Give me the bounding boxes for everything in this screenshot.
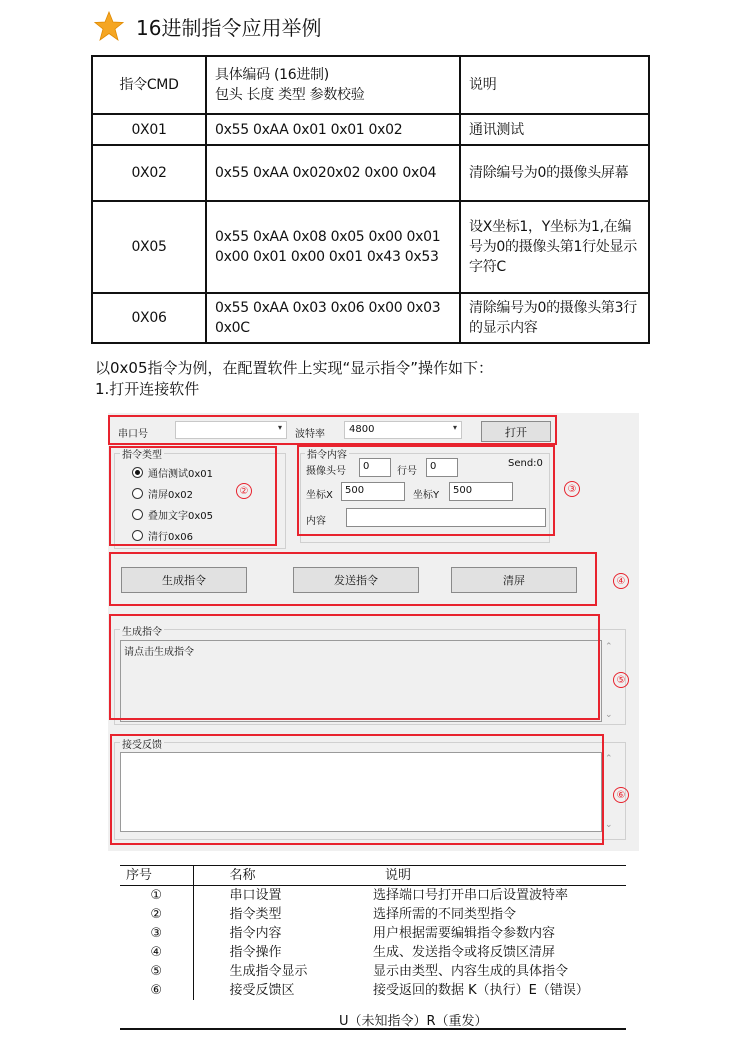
legend-row xyxy=(120,905,626,924)
serial-port-label: 串口号 xyxy=(118,429,148,440)
camera-number-label: 摄像头号 xyxy=(306,466,346,477)
row-desc: 设X坐标1，Y坐标为1,在编号为0的摄像头第1行处显示字符C xyxy=(460,201,649,293)
legend-name: 生成指令显示 xyxy=(229,964,308,979)
legend-name: 接受反馈区 xyxy=(229,983,295,998)
legend-header-num: 序号 xyxy=(120,866,193,886)
row-number-label: 行号 xyxy=(397,466,417,477)
intro-text xyxy=(95,358,493,400)
clear-screen-button[interactable]: 清屏 xyxy=(451,567,577,593)
annotation-box-actions xyxy=(109,552,597,606)
table-row xyxy=(92,201,649,293)
header-code xyxy=(206,56,460,114)
row-desc: 清除编号为0的摄像头屏幕 xyxy=(460,145,649,201)
radio-type-overlay-text[interactable]: 叠加文字0x05 xyxy=(132,507,213,522)
command-type-title: 指令类型 xyxy=(120,446,164,461)
generated-command-output[interactable]: 请点击生成指令 xyxy=(120,640,602,722)
baud-rate-value: 4800 xyxy=(349,424,375,435)
row-code: 0x55 0xAA 0x08 0x05 0x00 0x01 0x00 0x01 0x00 0x01 0x43 0x53 xyxy=(206,201,460,293)
header-code-line2: 包头 长度 类型 参数校验 xyxy=(215,87,365,103)
legend-row xyxy=(120,981,626,1000)
legend-row xyxy=(120,924,626,943)
chevron-down-icon: ▾ xyxy=(452,423,457,432)
heading-title: 16进制指令应用举例 xyxy=(136,15,322,40)
annotation-box-generated xyxy=(109,614,600,720)
row-cmd: 0X01 xyxy=(92,114,206,145)
legend-desc: 选择端口号打开串口后设置波特率 xyxy=(373,888,569,903)
legend-continuation: U（未知指令）R（重发） xyxy=(339,1014,488,1029)
header-desc: 说明 xyxy=(460,56,649,114)
open-port-button[interactable]: 打开 xyxy=(481,421,551,442)
feedback-title: 接受反馈 xyxy=(120,736,164,751)
legend-header-desc: 说明 xyxy=(325,866,626,886)
baud-rate-label: 波特率 xyxy=(295,429,325,440)
radio-type-test[interactable]: 通信测试0x01 xyxy=(132,465,213,480)
legend-table xyxy=(120,866,626,1000)
generated-command-title: 生成指令 xyxy=(120,623,164,638)
row-code: 0x55 0xAA 0x01 0x01 0x02 xyxy=(206,114,460,145)
row-cmd: 0X05 xyxy=(92,201,206,293)
legend-desc: 接受返回的数据 K（执行）E（错误） xyxy=(373,983,589,998)
legend-num: ① xyxy=(120,886,193,906)
chevron-down-icon: ▾ xyxy=(277,423,282,432)
table-row xyxy=(92,114,649,145)
table-row xyxy=(92,293,649,343)
header-cmd: 指令CMD xyxy=(92,56,206,114)
send-status: Send:0 xyxy=(508,458,543,469)
row-number-input[interactable]: 0 xyxy=(426,458,458,477)
legend-num: ② xyxy=(120,905,193,924)
annotation-box-content xyxy=(297,445,555,536)
legend-num: ③ xyxy=(120,924,193,943)
intro-line-2: 1.打开连接软件 xyxy=(95,380,200,398)
row-cmd: 0X06 xyxy=(92,293,206,343)
legend-num: ⑤ xyxy=(120,962,193,981)
x-coord-input[interactable]: 500 xyxy=(341,482,405,501)
radio-type-clear-screen[interactable]: 清屏0x02 xyxy=(132,486,193,501)
legend-name: 指令类型 xyxy=(229,907,282,922)
y-coord-label: 坐标Y xyxy=(413,490,440,501)
intro-line-1: 以0x05指令为例，在配置软件上实现“显示指令”操作如下： xyxy=(95,359,494,377)
legend-desc: 用户根据需要编辑指令参数内容 xyxy=(373,926,556,941)
marker-4: ④ xyxy=(613,573,629,589)
chevron-down-icon: ⌄ xyxy=(605,710,613,720)
y-coord-input[interactable]: 500 xyxy=(449,482,513,501)
generate-command-button[interactable]: 生成指令 xyxy=(121,567,247,593)
chevron-down-icon: ⌄ xyxy=(605,820,613,830)
legend-name: 串口设置 xyxy=(229,888,282,903)
legend-header-name: 名称 xyxy=(193,866,325,886)
section-heading xyxy=(94,8,321,44)
table-row xyxy=(92,145,649,201)
row-desc: 清除编号为0的摄像头第3行的显示内容 xyxy=(460,293,649,343)
marker-6: ⑥ xyxy=(613,787,629,803)
chevron-up-icon: ⌃ xyxy=(605,754,613,764)
star-icon xyxy=(94,11,124,41)
legend-num: ⑥ xyxy=(120,981,193,1000)
legend-row xyxy=(120,962,626,981)
legend-header-row xyxy=(120,866,626,886)
row-desc: 通讯测试 xyxy=(460,114,649,145)
chevron-up-icon: ⌃ xyxy=(605,642,613,652)
marker-5: ⑤ xyxy=(613,672,629,688)
send-command-button[interactable]: 发送指令 xyxy=(293,567,419,593)
legend-desc: 生成、发送指令或将反馈区清屏 xyxy=(373,945,556,960)
x-coord-label: 坐标X xyxy=(306,490,333,501)
row-code: 0x55 0xAA 0x020x02 0x00 0x04 xyxy=(206,145,460,201)
legend-desc: 选择所需的不同类型指令 xyxy=(373,907,517,922)
annotation-box-type xyxy=(109,446,277,546)
legend-num: ④ xyxy=(120,943,193,962)
legend-row xyxy=(120,886,626,906)
legend-name: 指令内容 xyxy=(229,926,282,941)
radio-type-clear-line[interactable]: 清行0x06 xyxy=(132,528,193,543)
legend-bottom-rule xyxy=(120,1028,626,1030)
header-code-line1: 具体编码 (16进制) xyxy=(215,67,329,83)
row-code: 0x55 0xAA 0x03 0x06 0x00 0x03 0x0C xyxy=(206,293,460,343)
table-header-row xyxy=(92,56,649,114)
content-label: 内容 xyxy=(306,516,326,527)
command-content-title: 指令内容 xyxy=(305,446,349,461)
row-cmd: 0X02 xyxy=(92,145,206,201)
legend-row xyxy=(120,943,626,962)
marker-3: ③ xyxy=(564,481,580,497)
command-table xyxy=(91,55,650,344)
legend-name: 指令操作 xyxy=(229,945,282,960)
annotation-box-feedback xyxy=(110,734,604,845)
camera-number-input[interactable]: 0 xyxy=(359,458,391,477)
marker-2: ② xyxy=(236,483,252,499)
annotation-box-serial xyxy=(108,415,557,445)
legend-desc: 显示由类型、内容生成的具体指令 xyxy=(373,964,569,979)
